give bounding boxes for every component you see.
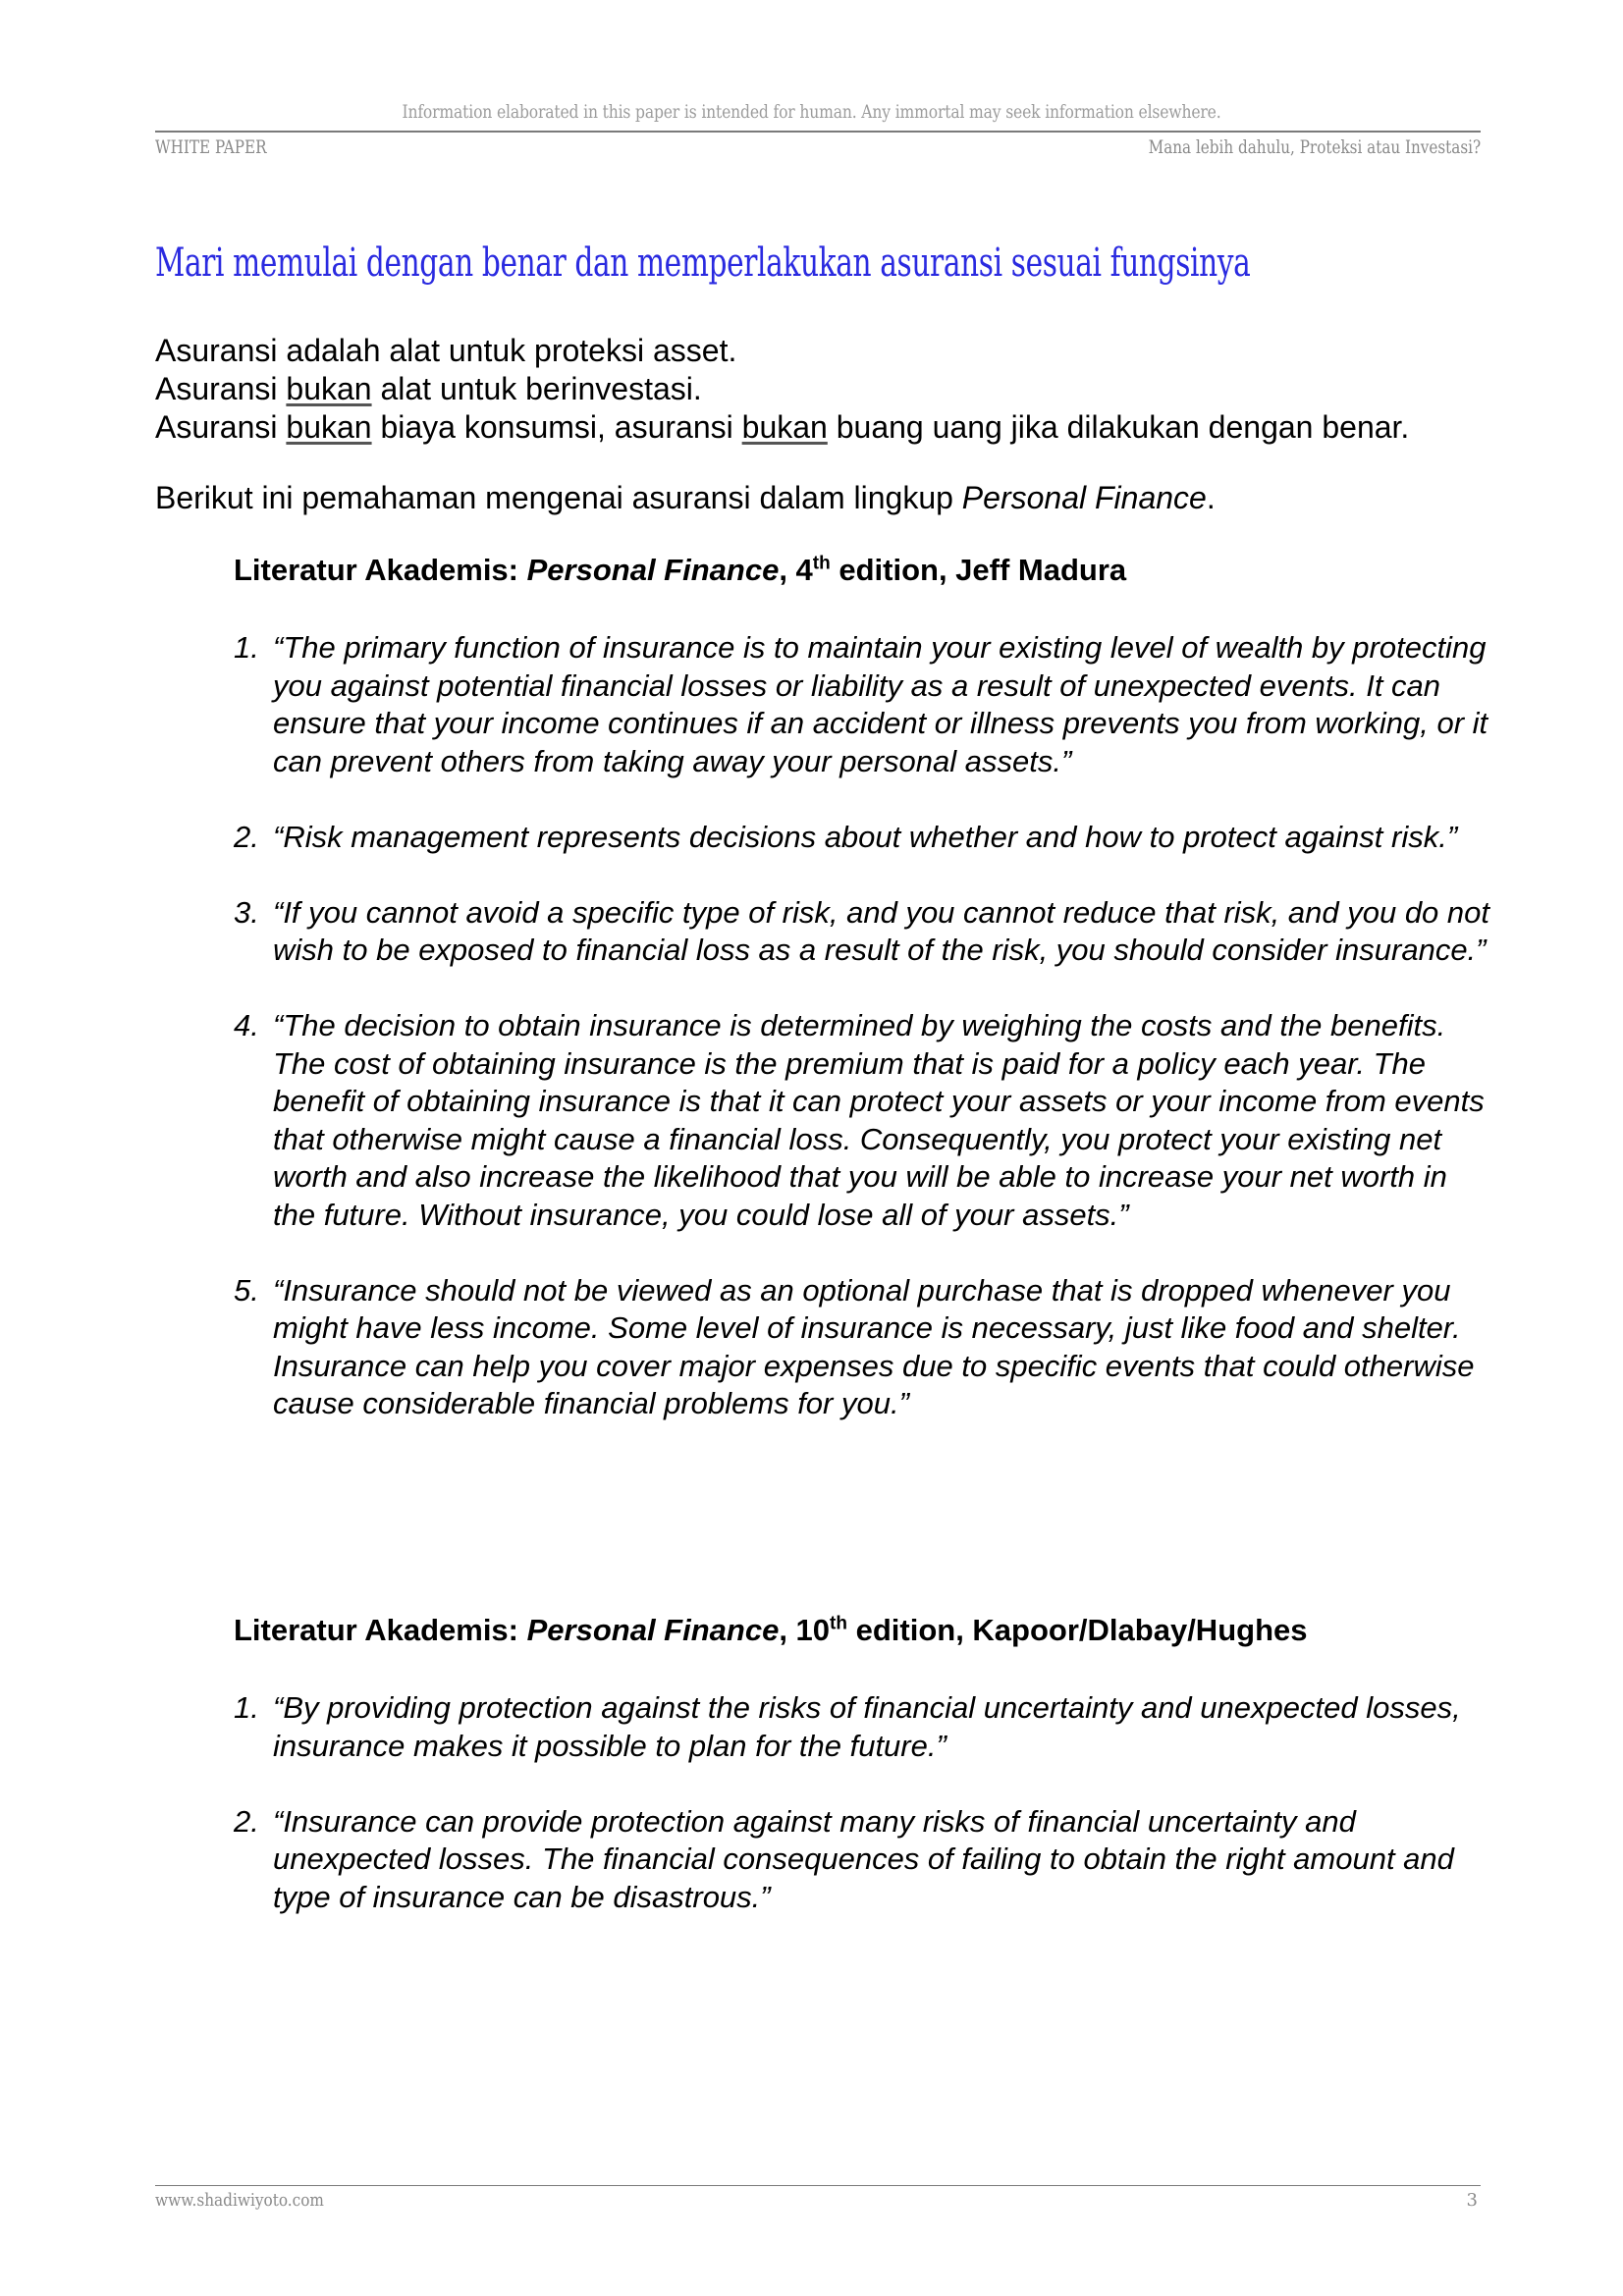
section-heading-kapoor: Literatur Akademis: Personal Finance, 10th edition, Kapoor/Dlabay/Hughes: [234, 1613, 1308, 1647]
footer-website: www.shadiwiyoto.com: [155, 2190, 324, 2211]
list-item: 3. “If you cannot avoid a specific type of risk, and you cannot reduce that risk, and you do not wish to be exposed to financial loss as a result of the risk, you should consider insurance.”: [234, 894, 1490, 967]
header-note: Information elaborated in this paper is intended for human. Any immortal may seek information elsewhere.: [402, 101, 1221, 123]
header-divider: [155, 131, 1481, 133]
list-item: 1. “The primary function of insurance is to maintain your existing level of wealth by protecting you against potential financial losses or liability as a result of unexpected events. It can ensure that your income continues if an accident or illness prevents you from working, or it can prevent others from taking away your personal assets.”: [234, 630, 1488, 778]
intro-line-2: Asuransi bukan alat untuk berinvestasi.: [155, 371, 702, 406]
intro-line-3: Asuransi bukan biaya konsumsi, asuransi bukan buang uang jika dilakukan dengan benar.: [155, 409, 1410, 445]
list-item: 2. “Insurance can provide protection against many risks of financial uncertainty and unexpected losses. The financial consequences of failing to obtain the right amount and type of insurance can be disastrous.”: [234, 1803, 1454, 1914]
intro-line-1: Asuransi adalah alat untuk proteksi asset.: [155, 333, 737, 368]
list-item: 2. “Risk management represents decisions about whether and how to protect against risk.”: [234, 819, 1458, 854]
intro-block: [155, 332, 1490, 447]
section-heading-madura: Literatur Akademis: Personal Finance, 4th edition, Jeff Madura: [234, 553, 1127, 587]
lead-paragraph: Berikut ini pemahaman mengenai asuransi dalam lingkup Personal Finance.: [155, 480, 1216, 515]
list-item: 1. “By providing protection against the risks of financial uncertainty and unexpected losses, insurance makes it possible to plan for the future.”: [234, 1690, 1461, 1763]
header-right-label: Mana lebih dahulu, Proteksi atau Investasi?: [1148, 136, 1481, 158]
list-item: 5. “Insurance should not be viewed as an optional purchase that is dropped whenever you might have less income. Some level of insurance is necessary, just like food and shelter. Insurance can help you cover major expenses due to specific events that could otherwise cause considerable financial problems for you.”: [234, 1272, 1475, 1420]
page-title: Mari memulai dengan benar dan memperlakukan asuransi sesuai fungsinya: [155, 240, 1251, 286]
list-item: 4. “The decision to obtain insurance is determined by weighing the costs and the benefits. The cost of obtaining insurance is the premium that is paid for a policy each year. The benefit of obtaining insurance is that it can protect your assets or your income from events that otherwise might cause a financial loss. Consequently, you protect your existing net worth and also increase the likelihood that you will be able to increase your net worth in the future. Without insurance, you could lose all of your assets.”: [234, 1008, 1485, 1232]
header-left-label: WHITE PAPER: [155, 136, 267, 158]
quote-list-kapoor: [234, 1689, 1490, 1954]
page-number: 3: [1466, 2190, 1478, 2211]
quote-list-madura: [234, 629, 1490, 1461]
footer-divider: [155, 2185, 1481, 2186]
